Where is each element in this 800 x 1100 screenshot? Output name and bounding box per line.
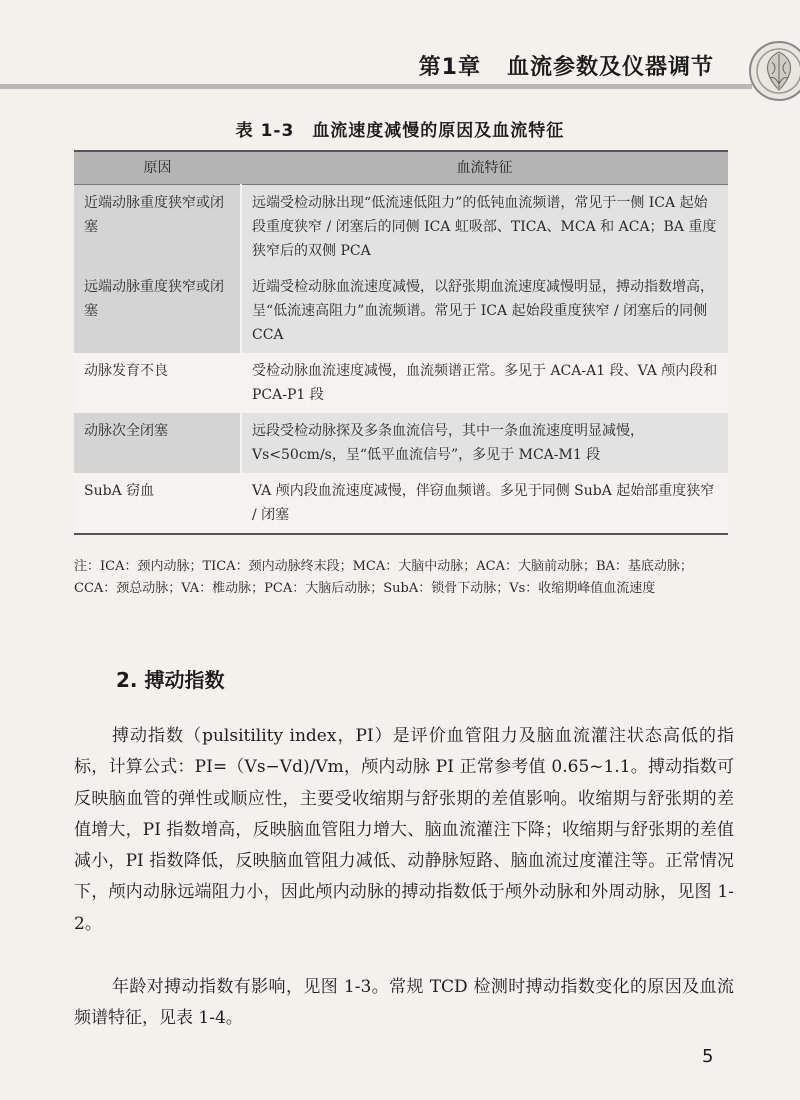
feature-cell: 受检动脉血流速度减慢，血流频谱正常。多见于 ACA-A1 段、VA 颅内段和 PCA-P1 段 — [241, 353, 728, 413]
feature-cell: 远端受检动脉出现“低流速低阻力”的低钝血流频谱，常见于一侧 ICA 起始段重度狭窄 / 闭塞后的同侧 ICA 虹吸部、TICA、MCA 和 ACA；BA 重度狭窄后的双侧 PCA — [241, 185, 728, 270]
table-row — [74, 473, 728, 534]
table-row — [74, 185, 728, 270]
running-header — [0, 40, 800, 100]
brain-emblem-icon — [748, 40, 800, 102]
cause-cell: 动脉次全闭塞 — [74, 413, 241, 473]
table-note: 注：ICA：颈内动脉；TICA：颈内动脉终末段；MCA：大脑中动脉；ACA：大脑前动脉；BA：基底动脉；CCA：颈总动脉；VA：椎动脉；PCA：大脑后动脉；SubA：锁骨下动脉；Vs：收缩期峰值血流速度 — [74, 559, 693, 596]
column-header-cause: 原因 — [74, 151, 241, 185]
chapter-title — [419, 50, 714, 81]
cause-cell: SubA 窃血 — [74, 473, 241, 534]
table-title: 血流速度减慢的原因及血流特征 — [312, 121, 565, 141]
column-header-feature: 血流特征 — [241, 151, 728, 185]
table-caption — [0, 116, 800, 141]
table-row — [74, 353, 728, 413]
table-number: 表 1-3 — [235, 121, 295, 141]
chapter-number: 第1章 — [418, 55, 481, 80]
page-number: 5 — [702, 1046, 714, 1067]
chapter-name: 血流参数及仪器调节 — [506, 55, 714, 80]
table-row — [74, 413, 728, 473]
header-rule — [0, 84, 752, 89]
feature-cell: 远段受检动脉探及多条血流信号，其中一条血流速度明显减慢，Vs<50cm/s，呈“低平血流信号”，多见于 MCA-M1 段 — [241, 413, 728, 473]
body-paragraph: 搏动指数（pulsitility index，PI）是评价血管阻力及脑血流灌注状态高低的指标，计算公式：PI=（Vs−Vd)/Vm，颅内动脉 PI 正常参考值 0.65~1.1。搏动指数可反映脑血管的弹性或顺应性，主要受收缩期与舒张期的差值影响。收缩期与舒张期的差值增大，PI 指数增高，反映脑血管阻力增大、脑血流灌注下降；收缩期与舒张期的差值减小，PI 指数降低，反映脑血管阻力减低、动静脉短路、脑血流过度灌注等。正常情况下，颅内动脉远端阻力小，因此颅内动脉的搏动指数低于颅外动脉和外周动脉，见图 1-2。 — [74, 726, 734, 934]
body-paragraph: 年龄对搏动指数有影响，见图 1-3。常规 TCD 检测时搏动指数变化的原因及血流频谱特征，见表 1-4。 — [74, 977, 734, 1029]
feature-cell: VA 颅内段血流速度减慢，伴窃血频谱。多见于同侧 SubA 起始部重度狭窄 / 闭塞 — [241, 473, 728, 534]
table-row — [74, 269, 728, 353]
section-heading: 2. 搏动指数 — [116, 668, 225, 692]
cause-feature-table — [74, 150, 728, 535]
cause-cell: 远端动脉重度狭窄或闭塞 — [74, 269, 241, 353]
table-header-row — [74, 151, 728, 185]
feature-cell: 近端受检动脉血流速度减慢，以舒张期血流速度减慢明显，搏动指数增高，呈“低流速高阻力”血流频谱。常见于 ICA 起始段重度狭窄 / 闭塞后的同侧 CCA — [241, 269, 728, 353]
cause-cell: 近端动脉重度狭窄或闭塞 — [74, 185, 241, 270]
cause-cell: 动脉发育不良 — [74, 353, 241, 413]
